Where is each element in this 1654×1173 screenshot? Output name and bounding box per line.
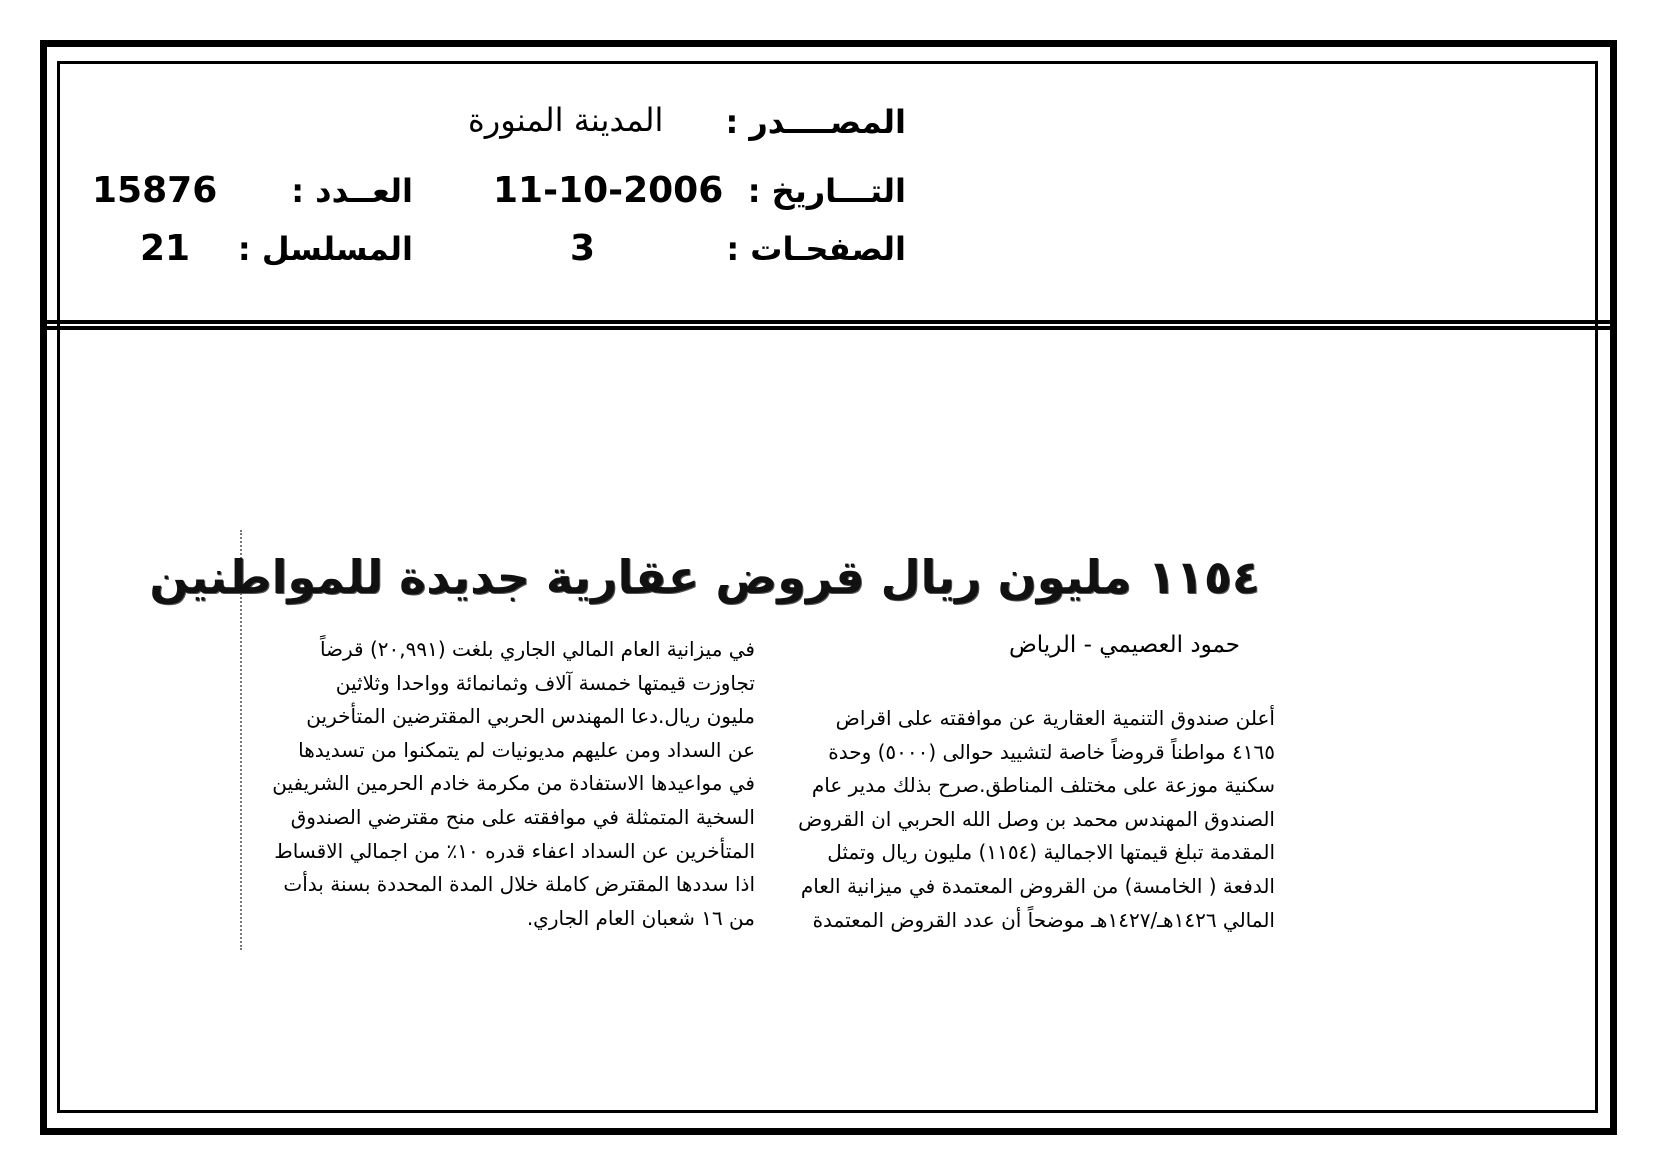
issue-label: العــدد : xyxy=(291,172,413,210)
article-column-right xyxy=(785,702,1275,937)
text-line: في مواعيدها الاستفادة من مكرمة خادم الحرمين الشريفين xyxy=(272,771,755,796)
serial-label: المسلسل : xyxy=(237,230,413,268)
text-line: الدفعة ( الخامسة) من القروض المعتمدة في ميزانية العام xyxy=(800,873,1275,898)
article-column-left xyxy=(258,633,755,935)
header-divider xyxy=(40,320,1617,330)
text-line: أعلن صندوق التنمية العقارية عن موافقته على اقراض xyxy=(835,706,1275,730)
text-line: مليون ريال.دعا المهندس الحربي المقترضين المتأخرين xyxy=(306,704,755,729)
source-value: المدينة المنورة xyxy=(468,101,664,139)
text-line: عن السداد ومن عليهم مديونيات لم يتمكنوا من تسديدها xyxy=(298,737,755,762)
text-line: سكنية موزعة على مختلف المناطق.صرح بذلك مدير عام xyxy=(811,773,1275,798)
text-line: اذا سددها المقترض كاملة خلال المدة المحددة بسنة بدأت xyxy=(283,872,755,897)
serial-value: 21 xyxy=(140,228,191,269)
date-value: 11-10-2006 xyxy=(493,170,724,211)
text-line: الصندوق المهندس محمد بن وصل الله الحربي ان القروض xyxy=(798,806,1275,831)
issue-value: 15876 xyxy=(92,170,218,211)
text-line: المالي ١٤٢٦هـ/١٤٢٧هـ موضحاً أن عدد القروض المعتمدة xyxy=(812,907,1275,932)
article-byline: حمود العصيمي - الرياض xyxy=(1008,632,1240,658)
text-line: المتأخرين عن السداد اعفاء قدره ١٠٪ من اجمالي الاقساط xyxy=(274,838,755,863)
text-line: السخية المتمثلة في موافقته على منح مقترضي الصندوق xyxy=(290,804,755,829)
article-headline: ١١٥٤ مليون ريال قروض عقارية جديدة للمواطنين xyxy=(149,550,1260,604)
text-line: المقدمة تبلغ قيمتها الاجمالية (١١٥٤) مليون ريال وتمثل xyxy=(827,840,1275,865)
text-line: ٤١٦٥ مواطناً قروضاً خاصة لتشييد حوالى (٥٠٠٠) وحدة xyxy=(828,739,1275,764)
text-line: من ١٦ شعبان العام الجاري. xyxy=(526,905,755,930)
text-line: في ميزانية العام المالي الجاري بلغت (٢٠,٩٩١) قرضاً xyxy=(319,637,755,661)
text-line: تجاوزت قيمتها خمسة آلاف وثمانمائة وواحدا وثلاثين xyxy=(335,670,755,695)
pages-value: 3 xyxy=(570,228,596,269)
pages-label: الصفحـات : xyxy=(726,230,906,268)
date-label: التـــاريخ : xyxy=(747,172,906,210)
source-label: المصــــدر : xyxy=(725,103,906,141)
